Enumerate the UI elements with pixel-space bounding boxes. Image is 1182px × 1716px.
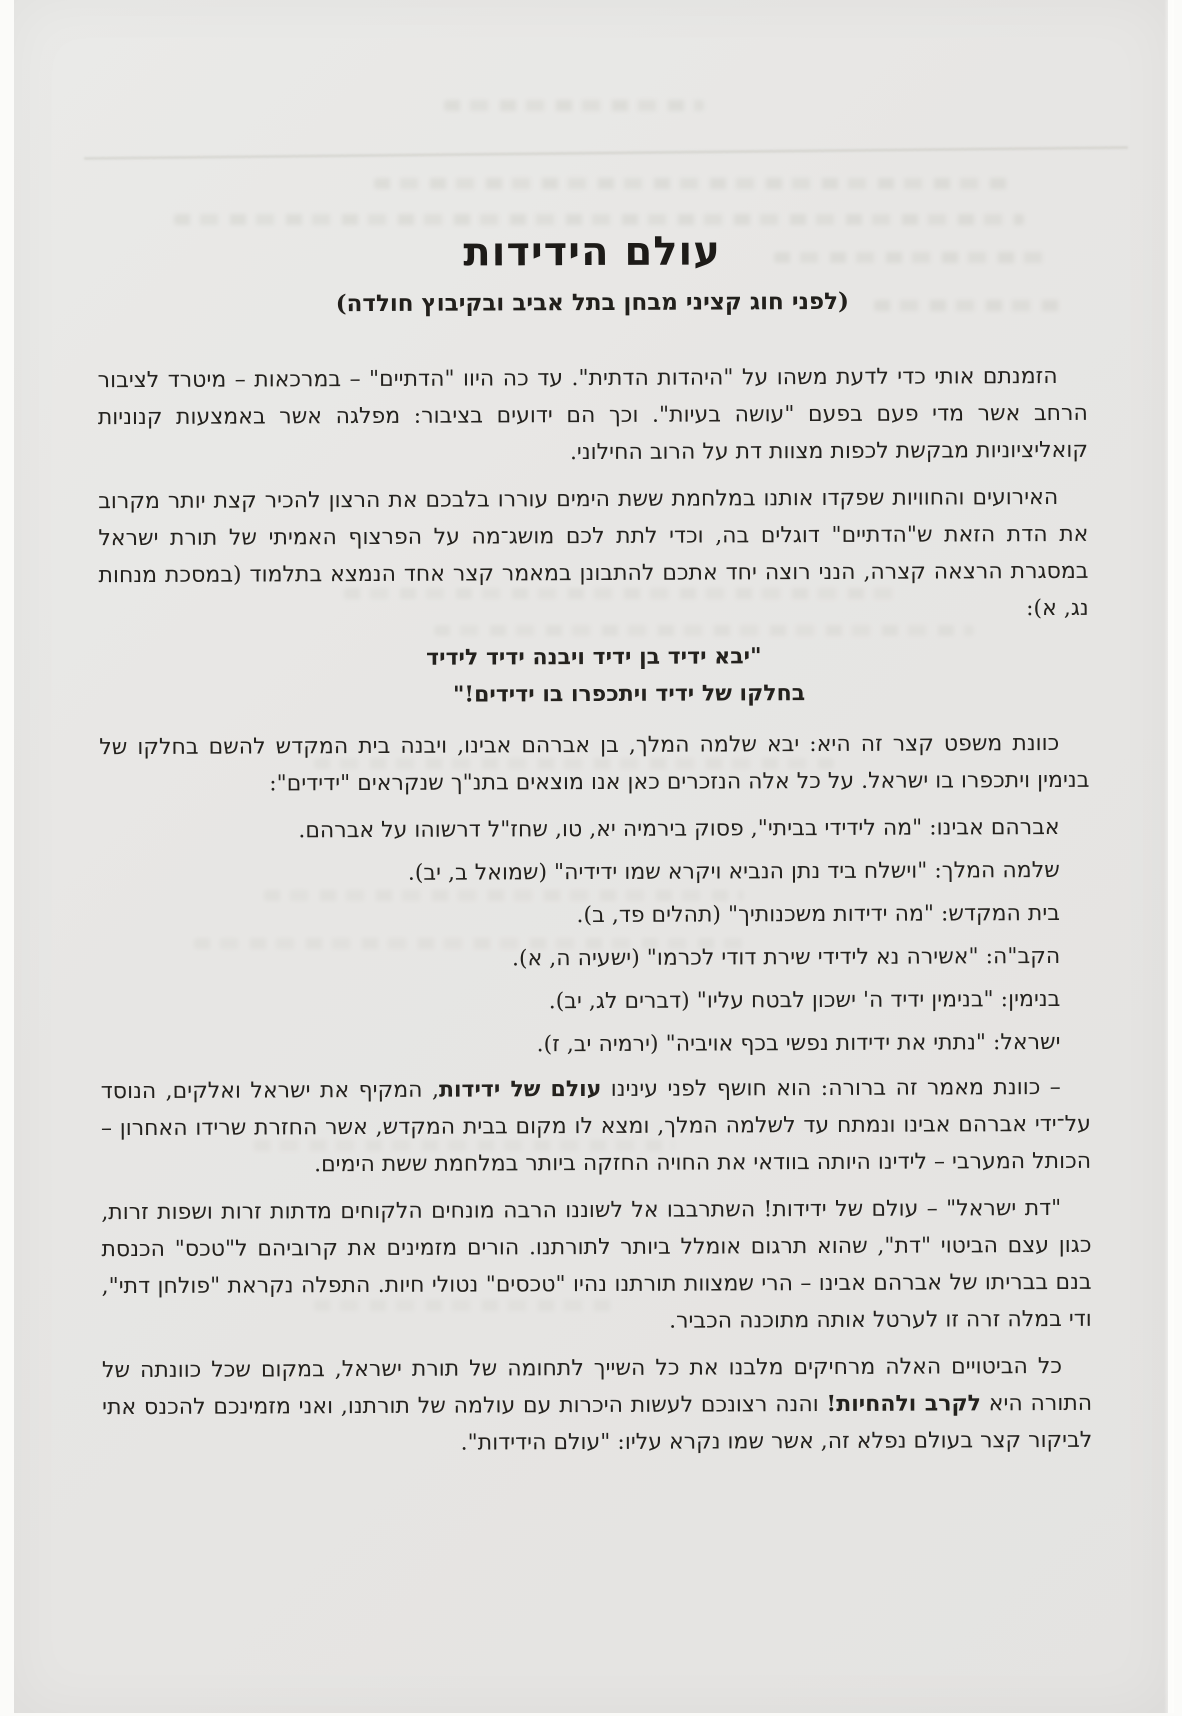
talmud-quote-line-2: בחלקו של ידיד ויתכפרו בו ידידים!" [452,680,806,708]
list-item-god: הקב"ה: "אשירה נא לידידי שירת דודי לכרמו" (ישעיה ה, א). [511,943,1061,972]
paragraph-6-bold-phrase: לקרב ולהחיות! [826,1390,981,1417]
talmud-quote [99,637,1089,715]
paragraph-6 [102,1348,1092,1463]
list-item-temple: בית המקדש: "מה ידידות משכנותיך" (תהלים פד, ב). [576,900,1061,929]
scanned-page [14,0,1168,1713]
page-title: עולם הידידות [463,227,721,276]
list-item-israel: ישראל: "נתתי את ידידות נפשי בכף אויביה" (ירמיה יב, ז). [536,1029,1061,1058]
paragraph-4-bold-phrase: עולם של ידידות [438,1075,602,1103]
body-text [98,358,1093,1463]
paragraph-6-text: והנה רצונכם לעשות היכרות עם עולמה של תורתנו, ואני מזמינכם להכנס אתי לביקור קצר בעולם נפלא זה, אשר שמו נקרא עליו: "עולם הידידות". [102,1391,1093,1456]
yedidim-list [100,809,1091,1065]
paragraph-4-text: , המקיף את ישראל ואלקים, הנוסד על־ידי אברהם אבינו ונמתח עד לשלמה המלך, ומצא לו מקום בבית המקדש, אשר החזרת שרידו האחרון – הכותל המערבי – לידינו היותה בוודאי את החויה החזקה ביותר במלחמת ששת הימים. [100,1077,1092,1178]
page-subtitle: (לפני חוג קציני מבחן בתל אביב ובקיבוץ חולדה) [335,287,850,318]
paragraph-5: "דת ישראל" – עולם של ידידות! השתרבבו אל לשוננו הרבה מונחים הלקוחים מדתות זרות ושפות זרות, כגון עצם הביטוי "דת", שהוא תרגום אומלל ביותר לתורתנו. הורים מזמינים את קרוביהם ל"טכס" הכנסת בנם בבריתו של אברהם אבינו – הרי שמצוות תורתנו נהיו "טכסים" נטולי חיות. התפלה נקראת "פולחן דתי", ודי במלה זרה זו לערטל אותה מתוכנה הכביר. [101,1195,1092,1334]
paragraph-2: האירועים והחוויות שפקדו אותנו במלחמת ששת הימים עוררו בלבכם את הרצון להכיר קצת יותר מקרוב את הדת הזאת ש"הדתיים" דוגלים בה, וכדי לתת לכם מושג־מה על הפרצוף האמיתי של תורת ישראל במסגרת הרצאה קצרה, הנני רוצה יחד אתכם להתבונן במאמר קצר אחד הנמצא בתלמוד (במסכת מנחות נג, א): [98,484,1089,622]
paragraph-4 [101,1069,1091,1184]
list-item-solomon: שלמה המלך: "וישלח ביד נתן הנביא ויקרא שמו ידידיה" (שמואל ב, יב). [407,857,1060,886]
paragraph-6-text: כל הביטויים האלה מרחיקים מלבנו את כל השייך לתחומה של תורת ישראל, במקום שכל כוונתה של התורה היא [101,1353,1093,1417]
list-item-abraham: אברהם אבינו: "מה לידידי בביתי", פסוק בירמיה יא, טו, שחז"ל דרשוהו על אברהם. [298,814,1060,844]
paragraph-4-text: – כוונת מאמר זה ברורה: הוא חושף לפני עינינו [601,1074,1061,1102]
document-content [14,0,1175,1716]
talmud-quote-line-1: "יבא ידיד בן ידיד ויבנה ידיד לידיד [426,643,762,671]
paragraph-1: הזמנתם אותי כדי לדעת משהו על "היהדות הדתית". עד כה היוו "הדתיים" – במרכאות – מיטרד לציבור הרחב אשר מדי פעם בפעם "עושה בעיות". וכך הם ידועים בציבור: מפלגה אשר באמצעות קנוניות קואליציוניות מבקשת לכפות מצוות דת על הרוב החילוני. [97,363,1089,466]
page-edge [1164,0,1174,1713]
list-item-benjamin: בנימין: "בנימין ידיד ה' ישכון לבטח עליו" (דברים לג, יב). [548,986,1061,1015]
paragraph-3: כוונת משפט קצר זה היא: יבא שלמה המלך, בן אברהם אבינו, ויבנה בית המקדש להשם בחלקו של בנימין ויתכפרו בו ישראל. על כל אלה הנזכרים כאן אנו מוצאים בתנ"ך שנקראים "ידידים": [99,730,1090,797]
